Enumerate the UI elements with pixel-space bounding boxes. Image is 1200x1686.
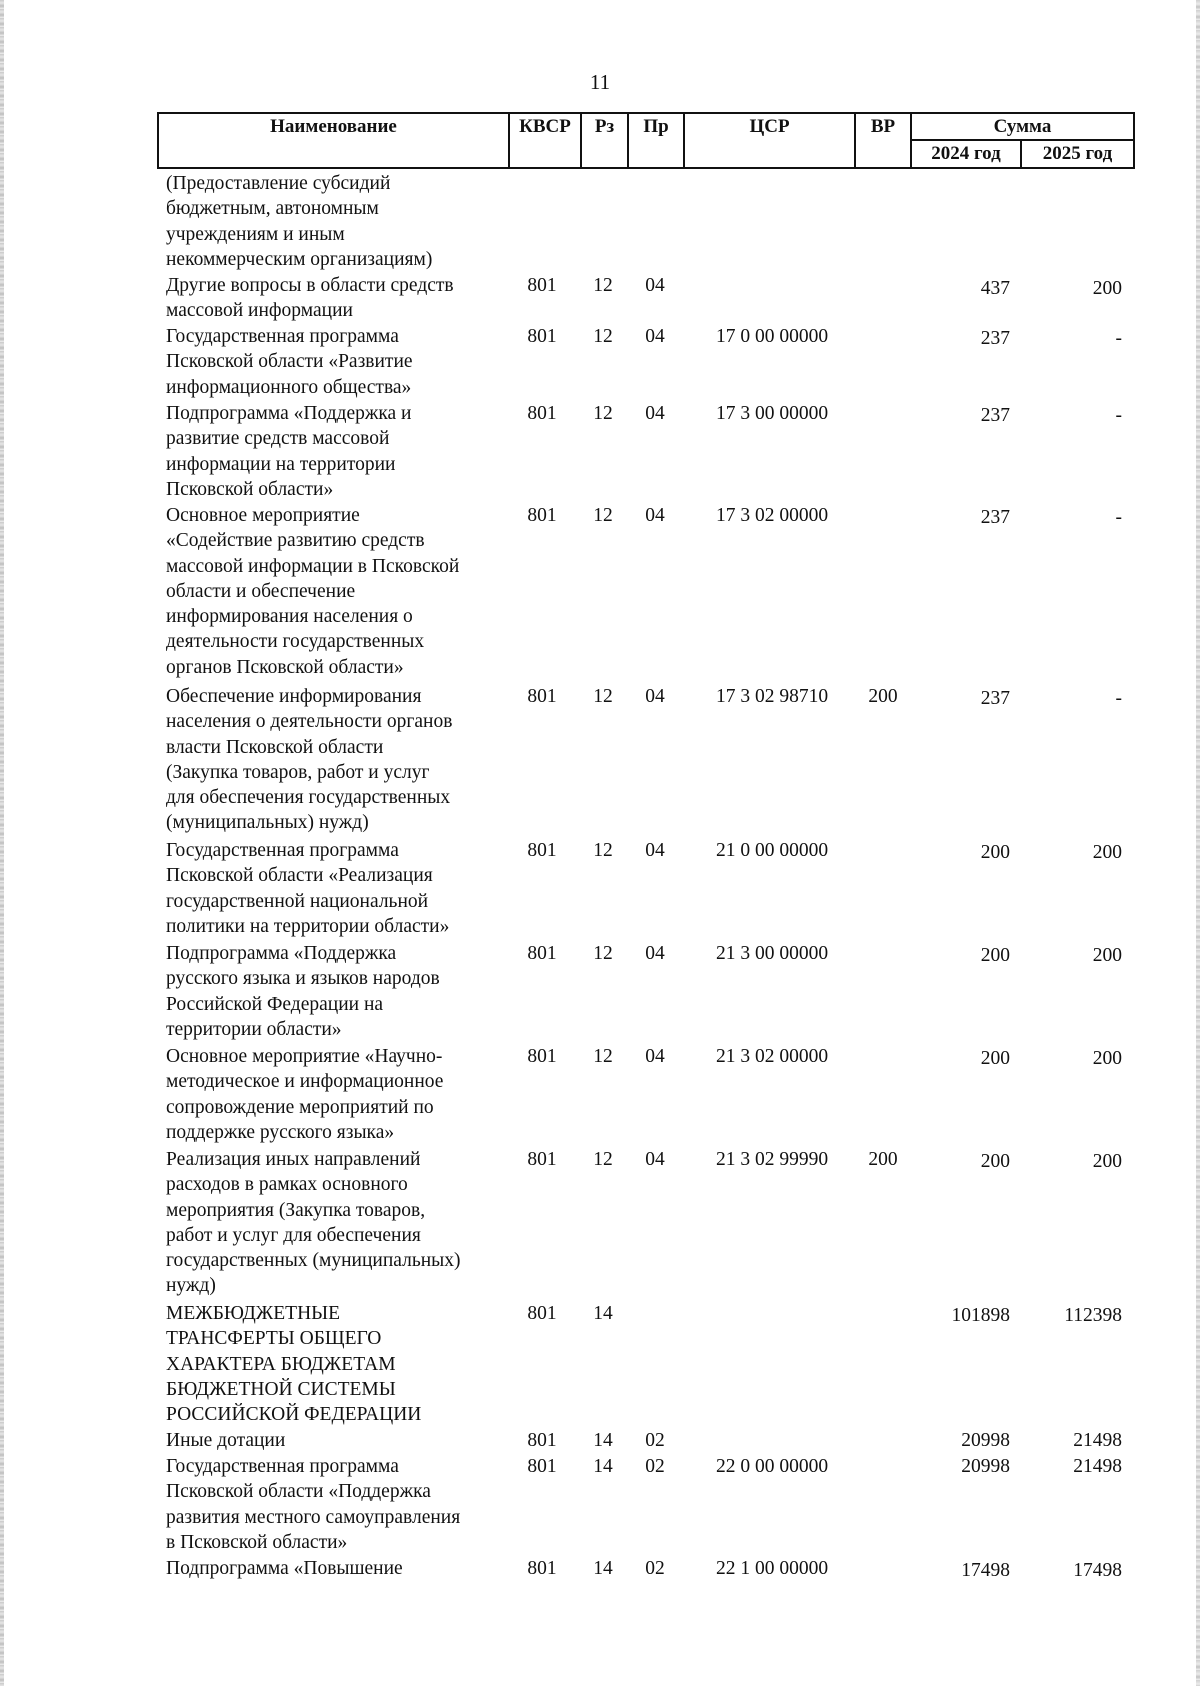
row-kvsr: 801 (527, 1558, 557, 1579)
header-name: Наименование (270, 116, 397, 137)
row-name-line: населения о деятельности органов (166, 711, 453, 733)
row-pr: 02 (645, 1430, 665, 1451)
row-name-line: бюджетным, автономным (166, 198, 379, 220)
row-rz: 12 (593, 840, 613, 861)
row-pr: 02 (645, 1558, 665, 1579)
row-name-line: Основное мероприятие (166, 505, 360, 526)
row-kvsr: 801 (527, 943, 557, 964)
row-kvsr: 801 (527, 686, 557, 707)
row-name (166, 838, 506, 939)
page-number: 11 (589, 70, 611, 94)
row-name (166, 684, 506, 836)
row-name-line: развития местного самоуправления (166, 1506, 461, 1528)
row-rz: 12 (593, 505, 613, 526)
row-name-line: БЮДЖЕТНОЙ СИСТЕМЫ (166, 1378, 396, 1400)
row-name-line: информации на территории (166, 453, 396, 475)
row-name-line: (муниципальных) нужд) (166, 812, 369, 834)
row-sum-2024: 101898 (951, 1305, 1010, 1326)
row-name-line: Псковской области «Реализация (166, 865, 433, 887)
row-rz: 12 (593, 326, 613, 347)
row-sum-2025: - (1115, 405, 1122, 426)
row-csr: 21 3 00 00000 (715, 943, 829, 964)
row-kvsr: 801 (527, 275, 557, 296)
row-csr: 17 3 02 00000 (715, 505, 829, 526)
row-pr: 04 (645, 943, 665, 964)
row-sum-2024: 237 (980, 405, 1010, 426)
row-name-line: методическое и информационное (166, 1071, 444, 1093)
row-kvsr: 801 (527, 1303, 557, 1324)
row-pr: 04 (645, 686, 665, 707)
row-name (166, 503, 506, 680)
row-name-line: развитие средств массовой (166, 428, 390, 450)
row-csr: 17 0 00 00000 (715, 326, 829, 347)
row-name-line: РОССИЙСКОЙ ФЕДЕРАЦИИ (166, 1404, 422, 1426)
row-sum-2025: 200 (1092, 1151, 1122, 1172)
row-name-line: информирования населения о (166, 606, 413, 628)
header-csr: ЦСР (749, 116, 790, 137)
row-kvsr: 801 (527, 1456, 557, 1477)
row-name (166, 1147, 506, 1299)
row-name-line: Реализация иных направлений (166, 1149, 421, 1170)
row-sum-2024: 437 (980, 278, 1010, 299)
row-csr: 17 3 02 98710 (715, 686, 829, 707)
row-sum-2024: 237 (980, 328, 1010, 349)
row-rz: 14 (593, 1430, 613, 1451)
header-rz: Рз (594, 116, 615, 137)
row-vr: 200 (868, 686, 898, 707)
header-2024: 2024 год (931, 143, 1001, 164)
row-rz: 12 (593, 943, 613, 964)
row-rz: 14 (593, 1303, 613, 1324)
row-kvsr: 801 (527, 840, 557, 861)
header-border-right (1133, 112, 1135, 169)
row-sum-2024: 200 (980, 1048, 1010, 1069)
header-2025: 2025 год (1042, 143, 1113, 164)
row-name-line: государственных (муниципальных) (166, 1250, 461, 1272)
row-csr: 21 3 02 99990 (715, 1149, 829, 1170)
row-name-line: массовой информации (166, 300, 353, 322)
row-sum-2025: 200 (1092, 945, 1122, 966)
row-name-line: мероприятия (Закупка товаров, (166, 1199, 426, 1221)
row-name (166, 1044, 506, 1145)
row-kvsr: 801 (527, 505, 557, 526)
row-sum-2024: 20998 (961, 1430, 1010, 1451)
row-rz: 14 (593, 1456, 613, 1477)
row-name-line: в Псковской области» (166, 1531, 348, 1553)
row-name (166, 1556, 506, 1581)
row-name-line: Псковской области «Развитие (166, 351, 413, 373)
row-name-line: Подпрограмма «Поддержка (166, 943, 397, 964)
row-pr: 04 (645, 505, 665, 526)
row-sum-2025: 200 (1092, 278, 1122, 299)
row-name-line: органов Псковской области» (166, 656, 404, 678)
header-kvsr: КВСР (519, 116, 571, 137)
row-name-line: сопровождение мероприятий по (166, 1096, 434, 1118)
row-name-line: Другие вопросы в области средств (166, 275, 454, 296)
row-sum-2024: 17498 (961, 1560, 1010, 1581)
row-sum-2025: - (1115, 328, 1122, 349)
row-name-line: деятельности государственных (166, 631, 425, 653)
row-sum-2025: 21498 (1073, 1456, 1122, 1477)
row-name-line: Иные дотации (166, 1430, 286, 1451)
row-rz: 12 (593, 1046, 613, 1067)
header-pr: Пр (643, 116, 669, 137)
row-pr: 04 (645, 840, 665, 861)
row-sum-2024: 200 (980, 842, 1010, 863)
row-rz: 14 (593, 1558, 613, 1579)
row-csr: 17 3 00 00000 (715, 403, 829, 424)
row-sum-2025: 200 (1092, 1048, 1122, 1069)
row-name-line: ТРАНСФЕРТЫ ОБЩЕГО (166, 1328, 382, 1350)
row-name-line: Основное мероприятие «Научно- (166, 1046, 443, 1067)
header-vr: ВР (870, 116, 896, 137)
header-top-border (157, 112, 1135, 114)
row-csr: 22 1 00 00000 (715, 1558, 829, 1579)
row-vr: 200 (868, 1149, 898, 1170)
row-name-line: Государственная программа (166, 326, 399, 347)
row-name-line: «Содействие развитию средств (166, 530, 425, 552)
row-name-line: учреждениям и иным (166, 223, 345, 245)
row-name (166, 171, 506, 272)
row-name-line: Государственная программа (166, 840, 399, 861)
row-name-line: расходов в рамках основного (166, 1174, 408, 1196)
row-name (166, 1454, 506, 1555)
row-name-line: Псковской области» (166, 478, 334, 500)
row-sum-2024: 20998 (961, 1456, 1010, 1477)
row-sum-2025: 112398 (1064, 1305, 1122, 1326)
header-sum: Сумма (993, 116, 1052, 137)
header-bottom-border (157, 167, 1135, 169)
row-name-line: поддержке русского языка» (166, 1121, 395, 1143)
row-name-line: Государственная программа (166, 1456, 399, 1477)
row-name-line: области и обеспечение (166, 580, 356, 602)
row-sum-2025: - (1115, 688, 1122, 709)
row-csr: 22 0 00 00000 (715, 1456, 829, 1477)
row-csr: 21 0 00 00000 (715, 840, 829, 861)
row-name-line: государственной национальной (166, 890, 429, 912)
row-name-line: (Закупка товаров, работ и услуг (166, 761, 430, 783)
row-name-line: массовой информации в Псковской (166, 555, 460, 577)
row-rz: 12 (593, 275, 613, 296)
row-name-line: (Предоставление субсидий (166, 173, 391, 194)
row-name (166, 273, 506, 324)
header-sum-divider (910, 139, 1135, 141)
row-name-line: работ и услуг для обеспечения (166, 1224, 421, 1246)
row-name-line: русского языка и языков народов (166, 968, 440, 990)
row-pr: 02 (645, 1456, 665, 1477)
row-sum-2025: 21498 (1073, 1430, 1122, 1451)
row-kvsr: 801 (527, 403, 557, 424)
row-sum-2025: 17498 (1073, 1560, 1122, 1581)
row-sum-2024: 200 (980, 1151, 1010, 1172)
row-name (166, 401, 506, 502)
row-sum-2024: 237 (980, 688, 1010, 709)
row-name-line: Обеспечение информирования (166, 686, 422, 707)
row-name-line: ХАРАКТЕРА БЮДЖЕТАМ (166, 1353, 396, 1375)
row-name-line: Российской Федерации на (166, 993, 384, 1015)
row-rz: 12 (593, 686, 613, 707)
row-kvsr: 801 (527, 1430, 557, 1451)
row-csr: 21 3 02 00000 (715, 1046, 829, 1067)
row-name-line: Псковской области «Поддержка (166, 1481, 431, 1503)
row-name-line: для обеспечения государственных (166, 787, 451, 809)
row-name-line: Подпрограмма «Повышение (166, 1558, 403, 1579)
row-name-line: территории области» (166, 1018, 342, 1040)
scan-edge-right (1196, 0, 1200, 1686)
row-name-line: некоммерческим организациям) (166, 248, 433, 270)
row-pr: 04 (645, 403, 665, 424)
row-sum-2025: 200 (1092, 842, 1122, 863)
row-sum-2024: 237 (980, 507, 1010, 528)
row-kvsr: 801 (527, 1046, 557, 1067)
row-name (166, 1428, 506, 1453)
row-name (166, 324, 506, 400)
row-name-line: Подпрограмма «Поддержка и (166, 403, 412, 424)
row-rz: 12 (593, 1149, 613, 1170)
row-name-line: нужд) (166, 1275, 216, 1297)
row-rz: 12 (593, 403, 613, 424)
row-sum-2025: - (1115, 507, 1122, 528)
row-name (166, 941, 506, 1042)
scan-edge-left (0, 0, 4, 1686)
row-kvsr: 801 (527, 326, 557, 347)
row-pr: 04 (645, 1149, 665, 1170)
row-name-line: политики на территории области» (166, 915, 450, 937)
row-name-line: МЕЖБЮДЖЕТНЫЕ (166, 1303, 341, 1324)
row-kvsr: 801 (527, 1149, 557, 1170)
table-header (157, 112, 1135, 170)
row-name (166, 1301, 506, 1427)
row-pr: 04 (645, 326, 665, 347)
row-name-line: информационного общества» (166, 376, 412, 398)
row-pr: 04 (645, 275, 665, 296)
row-name-line: власти Псковской области (166, 736, 384, 758)
row-sum-2024: 200 (980, 945, 1010, 966)
row-pr: 04 (645, 1046, 665, 1067)
